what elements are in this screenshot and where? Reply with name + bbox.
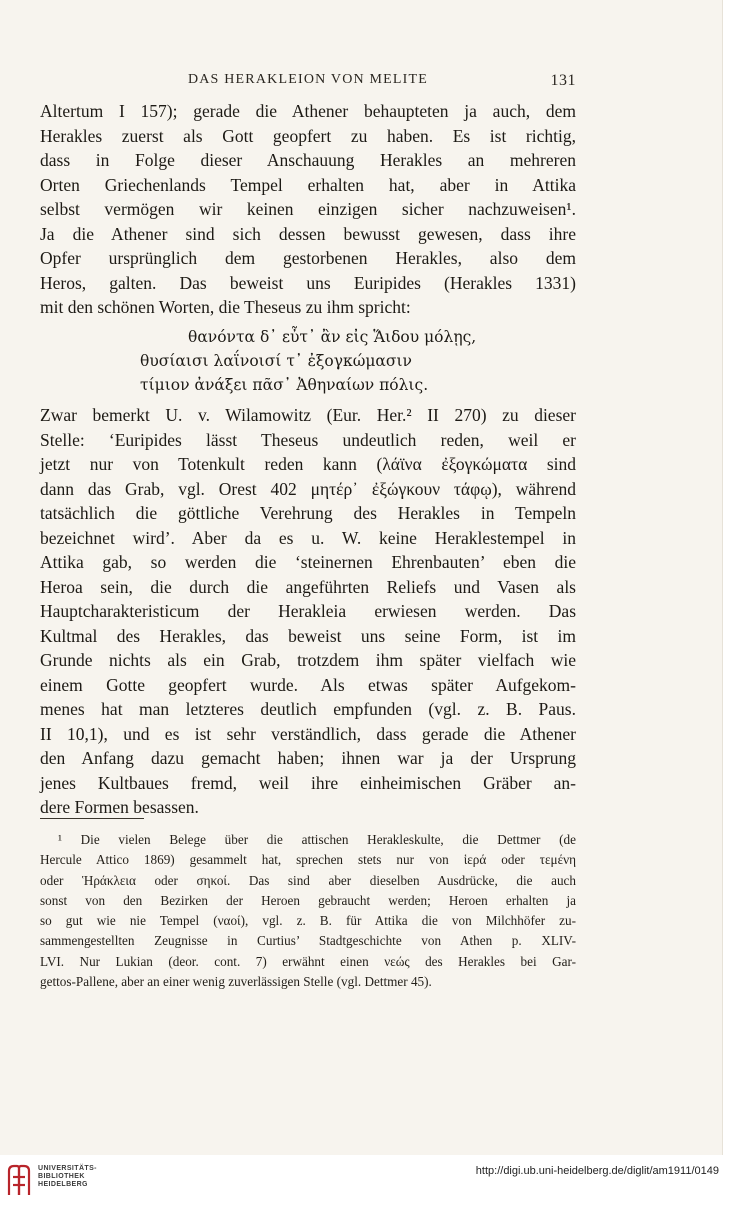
text-line: II 10,1), und es ist sehr verständlich, dass gerade die Athener [40, 723, 576, 744]
library-name-line: BIBLIOTHEK [38, 1173, 85, 1180]
footnote-rule [40, 818, 144, 819]
text-line: Hauptcharakteristicum der Herakleia erwiesen werden. Das [40, 601, 576, 621]
text-line: Herakles zuerst als Gott geopfert zu haben. Es ist richtig, [40, 125, 576, 146]
library-name-line: HEIDELBERG [38, 1181, 88, 1188]
text-line: dere Formen besassen. [40, 797, 199, 817]
library-name [38, 1165, 97, 1189]
text-line: Opfer ursprünglich dem gestorbenen Herakles, also dem [40, 248, 576, 268]
verse-line: τίμιον ἀνάξει πᾶσ᾽ Ἀθηναίων πόλις. [140, 376, 429, 394]
text-line: Heroa sein, die durch die angeführten Reliefs und Vasen als [40, 576, 576, 597]
text-line: Grunde nichts als ein Grab, trotzdem ihm später vielfach wie [40, 650, 576, 670]
text-line: Stelle: ‘Euripides lässt Theseus undeutlich reden, weil er [40, 429, 576, 450]
text-line: jenes Kultbaues fremd, weil ihre einheimischen Gräber an- [40, 772, 576, 793]
greek-verse-quote [140, 325, 540, 397]
verse-line: θανόντα δ᾽ εὖτ᾽ ἂν εἰς Ἅιδου μόλῃς, [188, 328, 477, 346]
page-number: 131 [550, 72, 576, 89]
footnote-line: LVI. Nur Lukian (deor. cont. 7) erwähnt einen νεώς des Herakles bei Gar- [40, 953, 576, 969]
footnote-line: so gut wie nie Tempel (ναοί), vgl. z. B. für Attika die von Milchhöfer zu- [40, 913, 576, 929]
text-line: dann das Grab, vgl. Orest 402 μητέρ᾽ ἐξώγκουν τάφῳ), während [40, 478, 576, 499]
verse-line: θυσίαισι λαΐνοισί τ᾽ ἐξογκώμασιν [140, 352, 412, 370]
paragraph-2 [40, 403, 576, 820]
text-line: Altertum I 157); gerade die Athener behaupteten ja auch, dem [40, 101, 576, 121]
text-line: dass in Folge dieser Anschauung Herakles an mehreren [40, 150, 576, 170]
footnote-line: sammengestellten Zeugnisse in Curtius’ Stadtgeschichte von Athen p. XLIV- [40, 933, 576, 949]
viewer-footer [0, 1155, 729, 1207]
library-name-line: UNIVERSITÄTS- [38, 1165, 97, 1172]
running-head [40, 72, 576, 92]
footnote-line: Hercule Attico 1869) gesammelt hat, sprechen stets nur von ἱερά oder τεμένη [40, 852, 576, 868]
running-head-title: DAS HERAKLEION VON MELITE [187, 72, 429, 87]
text-line: selbst vermögen wir keinen einzigen sicher nachzuweisen¹. [40, 199, 576, 219]
paragraph-1 [40, 99, 576, 320]
text-line: bezeichnet wird’. Aber da es u. W. keine Heraklestempel in [40, 527, 576, 548]
footnote-line: oder Ἡράκλεια oder σηκοί. Das sind aber dieselben Ausdrücke, die auch [40, 872, 576, 888]
text-line: Ja die Athener sind sich dessen bewusst gewesen, dass ihre [40, 223, 576, 244]
permalink-url[interactable]: http://digi.ub.uni-heidelberg.de/diglit/am1911/0149 [475, 1165, 719, 1177]
text-line: einem Gotte geopfert wurde. Als etwas später Aufgekom- [40, 674, 576, 695]
text-line: Zwar bemerkt U. v. Wilamowitz (Eur. Her.² II 270) zu dieser [40, 405, 576, 425]
university-library-logo-icon[interactable] [6, 1163, 32, 1197]
text-line: den Anfang dazu gemacht haben; ihnen war ja der Ursprung [40, 748, 576, 768]
text-line: jetzt nur von Totenkult reden kann (λάϊνα ἐξογκώματα sind [40, 454, 576, 474]
text-line: Heros, galten. Das beweist uns Euripides (Herakles 1331) [40, 272, 576, 293]
text-line: Orten Griechenlands Tempel erhalten hat, aber in Attika [40, 174, 576, 195]
footnote-line: gettos-Pallene, aber an einer wenig zuverlässigen Stelle (vgl. Dettmer 45). [40, 974, 432, 990]
text-line: menes hat man letzteres deutlich empfunden (vgl. z. B. Paus. [40, 699, 576, 719]
text-line: mit den schönen Worten, die Theseus zu ihm spricht: [40, 297, 411, 317]
footnote [40, 830, 576, 992]
text-line: Kultmal des Herakles, das beweist uns seine Form, ist im [40, 625, 576, 646]
text-line: tatsächlich die göttliche Verehrung des Herakles in Tempeln [40, 503, 576, 523]
footnote-line: ¹ Die vielen Belege über die attischen Herakleskulte, die Dettmer (de [58, 832, 576, 847]
footnote-line: sonst von den Bezirken der Heroen gebraucht werden; Heroen erhalten ja [40, 892, 576, 908]
text-line: Attika gab, so werden die ‘steinernen Ehrenbauten’ eben die [40, 552, 576, 572]
